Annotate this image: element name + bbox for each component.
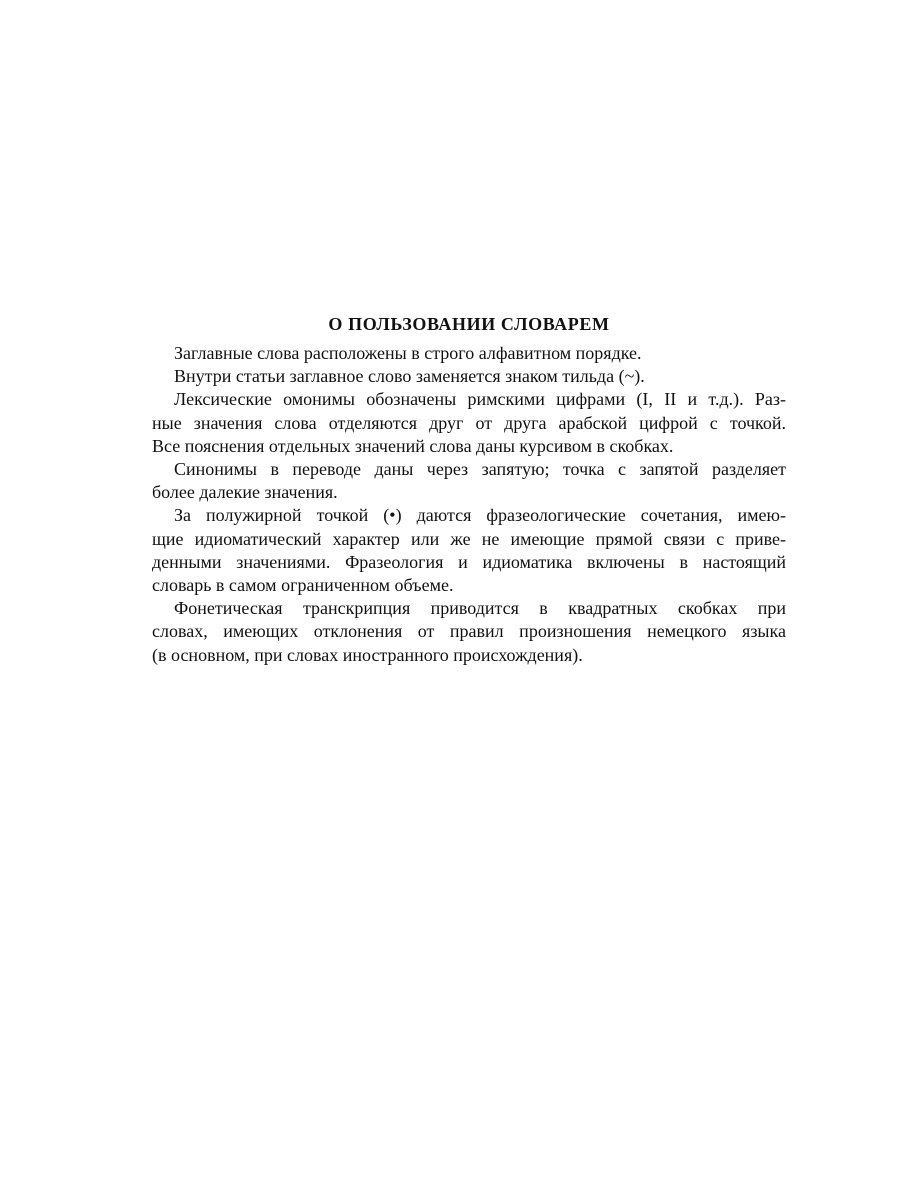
paragraph-line: словах, имеющих отклонения от правил произношения немецкого языка [152, 621, 786, 642]
paragraph-line: словарь в самом ограниченном объеме. [152, 575, 454, 596]
paragraph-tilde [152, 365, 786, 388]
paragraph-phraseology [152, 504, 786, 597]
paragraph-line: За полужирной точкой (•) даются фразеологические сочетания, имею- [174, 505, 786, 526]
usage-section [152, 312, 786, 667]
paragraph-line: Заглавные слова расположены в строго алфавитном порядке. [174, 343, 642, 363]
paragraph-line: Внутри статьи заглавное слово заменяется знаком тильда (~). [174, 366, 645, 387]
paragraph-homonyms [152, 388, 786, 458]
paragraph-transcription [152, 597, 786, 667]
paragraph-line: Все пояснения отдельных значений слова даны курсивом в скобках. [152, 435, 674, 456]
paragraph-line: (в основном, при словах иностранного происхождения). [152, 644, 583, 665]
paragraph-line: денными значениями. Фразеология и идиоматика включены в настоящий [152, 551, 786, 572]
paragraph-synonyms [152, 458, 786, 504]
paragraph-line: Фонетическая транскрипция приводится в квадратных скобках при [174, 598, 786, 619]
paragraph-line: щие идиоматический характер или же не имеющие прямой связи с приве- [152, 528, 786, 549]
paragraph-line: ные значения слова отделяются друг от друга арабской цифрой с точкой. [152, 412, 786, 433]
section-heading: О ПОЛЬЗОВАНИИ СЛОВАРЕМ [328, 314, 610, 334]
paragraph-line: Синонимы в переводе даны через запятую; точка с запятой разделяет [174, 459, 786, 480]
paragraph-alphabetical-order [152, 342, 786, 365]
paragraph-line: более далекие значения. [152, 482, 338, 503]
paragraph-line: Лексические омонимы обозначены римскими цифрами (I, II и т.д.). Раз- [174, 389, 786, 410]
